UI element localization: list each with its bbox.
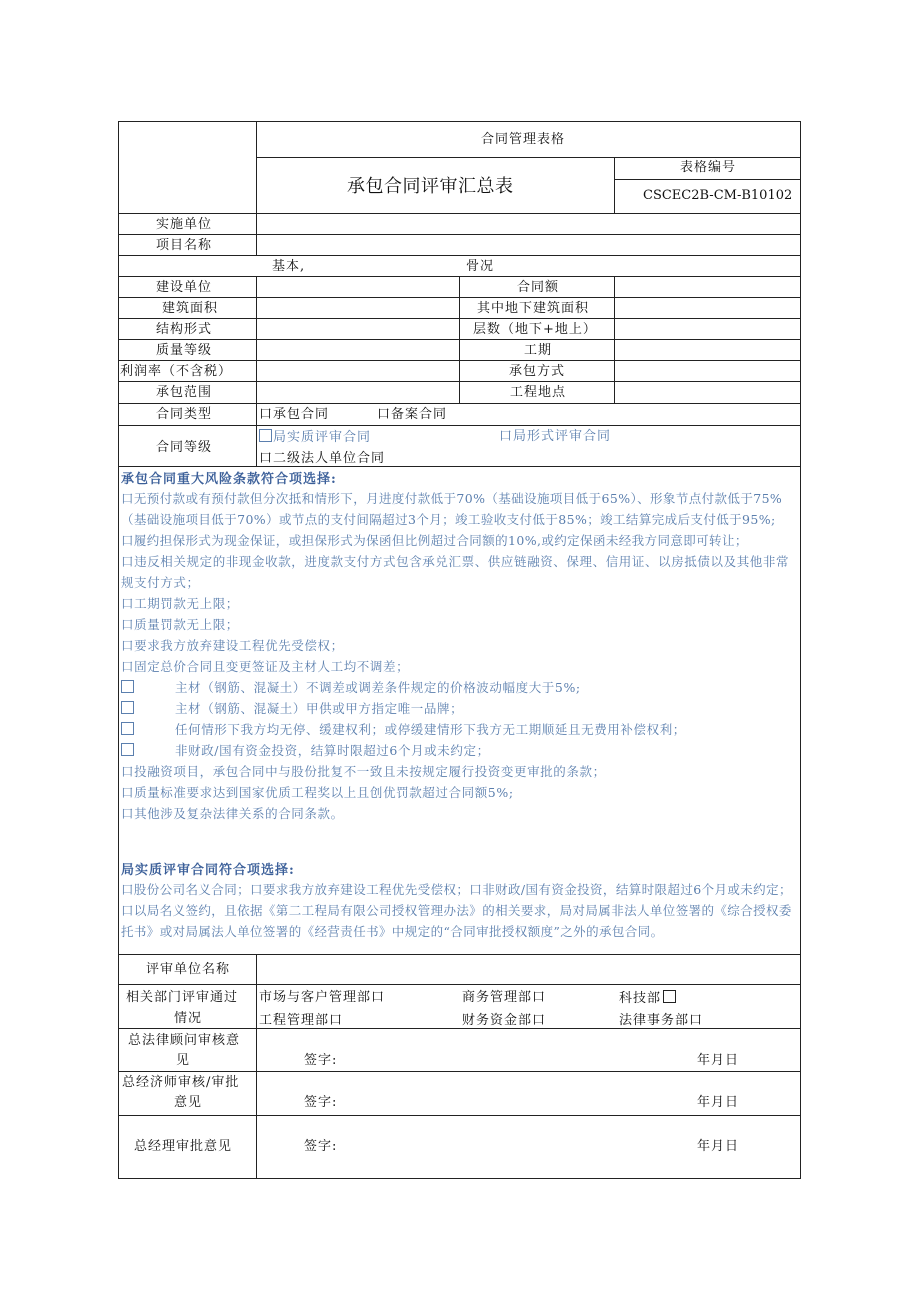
risk-box-item-3[interactable] (121, 719, 799, 740)
checkbox-icon[interactable] (121, 722, 134, 735)
risk-item-7[interactable]: 口固定总价合同且变更签证及主材人工均不调差； (121, 659, 410, 674)
bureau-options[interactable]: 口股份公司名义合同；口要求我方放弃建设工程优先受偿权；口非财政/国有资金投资，结算时限超过6个月或未约定；口以局名义签约，且依据《第二工程局有限公司授权管理办法》的相关要求，局对局属非法人单位签署的《综合授权委托书》或对局属法人单位签署的《经营责任书》中规定的“合同审批授权额度”之外的承包合同。 (121, 882, 792, 939)
contract-level-label: 合同等级 (156, 440, 213, 455)
form-code-label: 表格编号 (680, 160, 737, 175)
risk-box-item-1[interactable] (121, 677, 799, 698)
checkbox-icon[interactable] (121, 680, 134, 693)
risk-heading: 承包合同重大风险条款符合项选择: (121, 472, 337, 487)
dept-tech-checkbox[interactable] (619, 990, 676, 1007)
dept-finance-checkbox[interactable]: 财务资金部口 (462, 1013, 547, 1028)
dept-business-checkbox[interactable]: 商务管理部口 (462, 990, 547, 1005)
risk-box-item-2-label: 主材（钢筋、混凝土）甲供或甲方指定唯一品牌； (175, 701, 464, 716)
contract-type-option-filing[interactable]: 口备案合同 (377, 407, 448, 422)
profit-rate-label: 利润率（不含税） (120, 364, 233, 379)
contract-review-form (118, 121, 801, 1179)
building-area-label: 建筑面积 (162, 301, 219, 316)
contract-mode-label: 承包方式 (509, 364, 566, 379)
risk-item-1[interactable]: 口无预付款或有预付款但分次抵和情形下，月进度付款低于70%（基础设施项目低于65%）、形象节点付款低于75%（基础设施项目低于70%）或节点的支付间隔超过3个月；竣工验收支付低于85%；竣工结算完成后支付低于95%; (121, 491, 783, 527)
risk-item-4[interactable]: 口工期罚款无上限； (121, 596, 239, 611)
risk-item-10[interactable]: 口其他涉及复杂法律关系的合同条款。 (121, 806, 344, 821)
checkbox-icon[interactable] (121, 743, 134, 756)
level-option-secondary[interactable]: 口二级法人单位合同 (259, 451, 386, 466)
risk-item-8[interactable]: 口投融资项目，承包合同中与股份批复不一致且未按规定履行投资变更审批的条款； (121, 764, 606, 779)
legal-counsel-label-line1: 总法律顾问审核意 (128, 1033, 241, 1048)
economist-sign: 签字: (304, 1095, 338, 1110)
gm-approval-label: 总经理审批意见 (134, 1139, 233, 1154)
risk-box-item-3-label: 任何情形下我方均无停、缓建权利；或停缓建情形下我方无工期顺延且无费用补偿权利； (175, 722, 686, 737)
risk-box-item-4[interactable] (121, 740, 799, 761)
project-location-label: 工程地点 (510, 385, 567, 400)
review-unit-label: 评审单位名称 (146, 962, 231, 977)
dept-review-label-line2: 情况 (174, 1011, 203, 1026)
risk-list (121, 488, 799, 824)
legal-counsel-label-line2: 见 (176, 1053, 191, 1068)
checkbox-icon[interactable] (121, 701, 134, 714)
floors-label: 层数（地下+地上） (473, 322, 597, 337)
risk-item-5[interactable]: 口质量罚款无上限； (121, 617, 239, 632)
project-name-label: 项目名称 (156, 238, 213, 253)
dept-engineering-checkbox[interactable]: 工程管理部口 (259, 1013, 344, 1028)
level-option-substantive-label: 局实质评审合同 (273, 430, 372, 445)
economist-label-line1: 总经济师审核/审批 (122, 1075, 240, 1090)
form-category: 合同管理表格 (481, 132, 566, 147)
basic-info-label-right: 骨况 (466, 259, 495, 274)
quality-grade-label: 质量等级 (156, 343, 213, 358)
page-title: 承包合同评审汇总表 (347, 176, 514, 197)
risk-item-6[interactable]: 口要求我方放弃建设工程优先受偿权； (121, 638, 344, 653)
contract-amount-label: 合同额 (517, 280, 560, 295)
economist-label-line2: 意见 (174, 1095, 203, 1110)
level-option-formal[interactable]: 口局形式评审合同 (499, 429, 612, 444)
implementing-unit-label: 实施单位 (156, 217, 213, 232)
risk-item-2[interactable]: 口履约担保形式为现金保证，或担保形式为保函但比例超过合同额的10%,或约定保函未经我方同意即可转让； (121, 533, 748, 548)
underground-area-label: 其中地下建筑面积 (477, 301, 590, 316)
construction-unit-label: 建设单位 (156, 280, 213, 295)
risk-item-3[interactable]: 口违反相关规定的非现金收款，进度款支付方式包含承兑汇票、供应链融资、保理、信用证、以房抵债以及其他非常规支付方式； (121, 554, 790, 590)
basic-info-label-left: 基本, (272, 259, 306, 274)
dept-market-checkbox[interactable]: 市场与客户管理部口 (259, 990, 386, 1005)
contract-type-option-contracting[interactable]: 口承包合同 (259, 407, 330, 422)
legal-counsel-sign: 签字: (304, 1053, 338, 1068)
bureau-heading: 局实质评审合同符合项选择: (121, 863, 295, 878)
risk-box-item-1-label: 主材（钢筋、混凝土）不调差或调差条件规定的价格波动幅度大于5%; (175, 680, 581, 695)
contract-scope-label: 承包范围 (156, 385, 213, 400)
legal-counsel-date: 年月日 (697, 1053, 740, 1068)
risk-box-item-4-label: 非财政/国有资金投资，结算时限超过6个月或未约定； (175, 743, 490, 758)
dept-review-label-line1: 相关部门评审通过 (126, 990, 239, 1005)
gm-sign: 签字: (304, 1139, 338, 1154)
gm-date: 年月日 (697, 1139, 740, 1154)
checkbox-icon[interactable] (259, 429, 272, 442)
form-code-value: CSCEC2B-CM-B10102 (643, 188, 793, 203)
risk-item-9[interactable]: 口质量标准要求达到国家优质工程奖以上且创优罚款超过合同额5%; (121, 785, 514, 800)
economist-date: 年月日 (697, 1095, 740, 1110)
dept-tech-label: 科技部 (619, 991, 662, 1006)
dept-legal-checkbox[interactable]: 法律事务部口 (619, 1013, 704, 1028)
level-option-substantive[interactable] (259, 429, 371, 446)
structure-form-label: 结构形式 (156, 322, 213, 337)
checkbox-icon[interactable] (663, 990, 676, 1003)
duration-label: 工期 (524, 343, 553, 358)
risk-box-item-2[interactable] (121, 698, 799, 719)
contract-type-label: 合同类型 (156, 407, 213, 422)
